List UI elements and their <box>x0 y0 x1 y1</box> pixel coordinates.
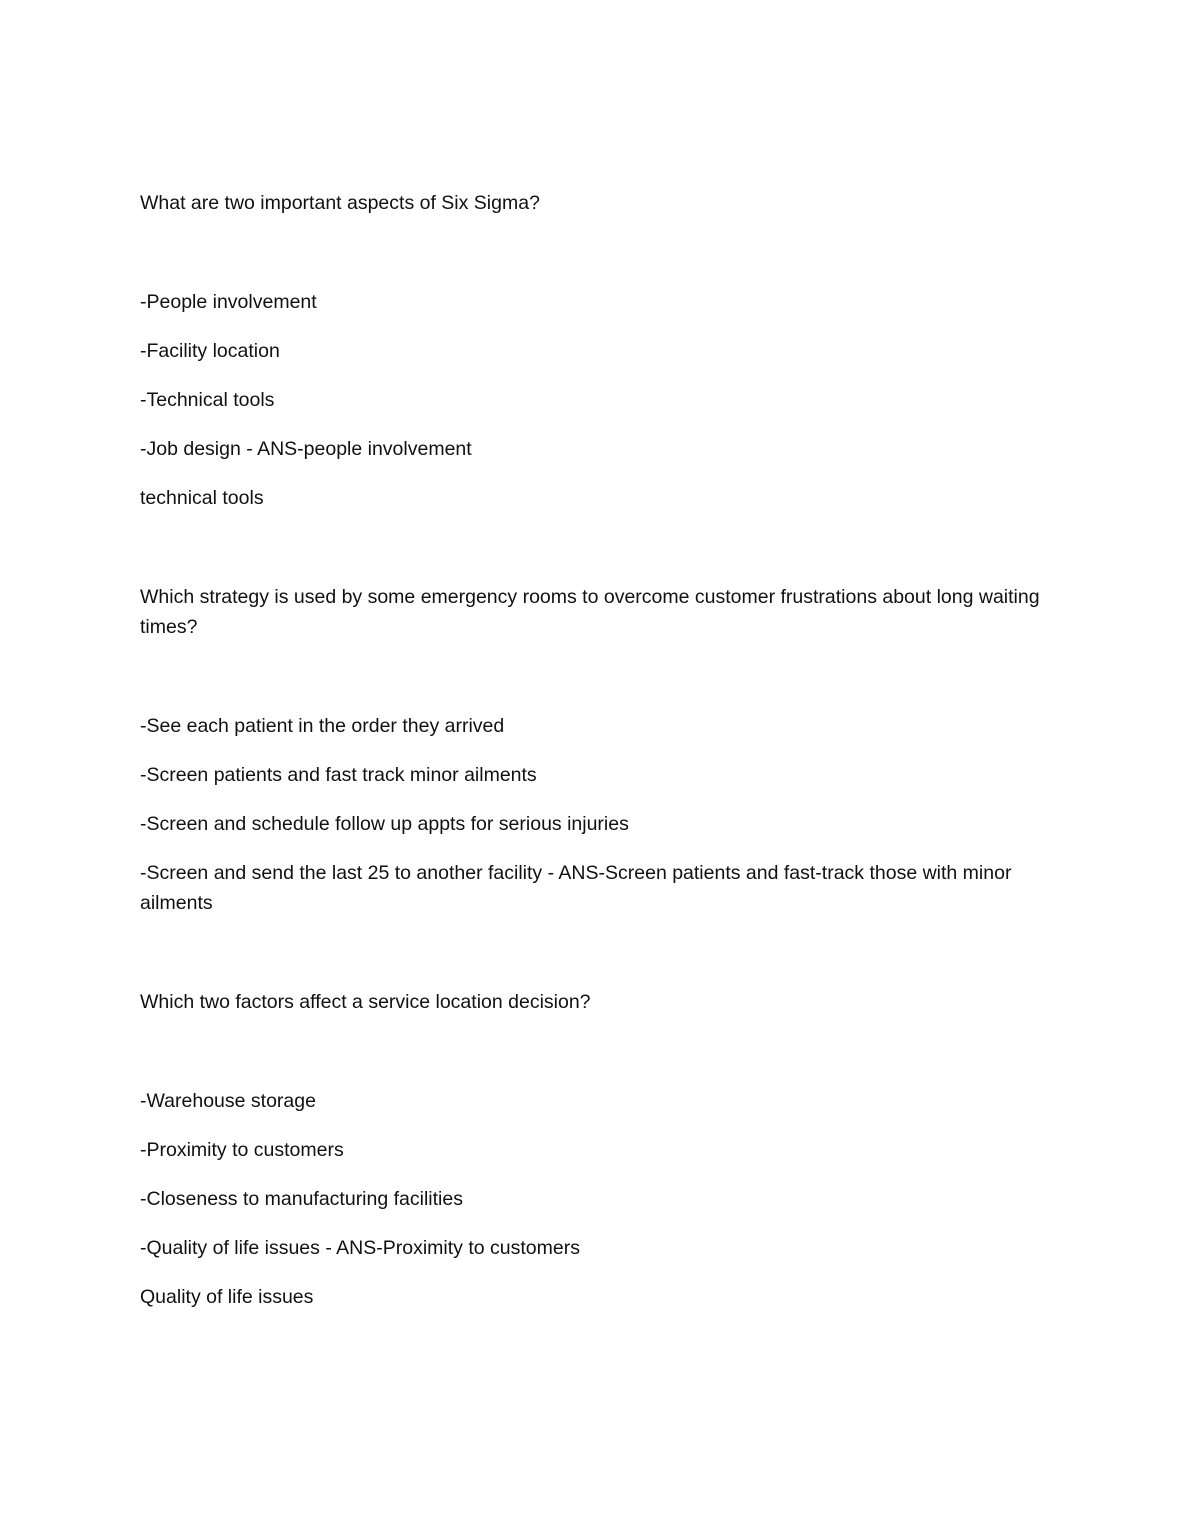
question-1-option-2: -Facility location <box>140 340 280 362</box>
question-3-text: Which two factors affect a service location decision? <box>140 991 591 1013</box>
question-1-option-3: -Technical tools <box>140 389 275 411</box>
question-3-option-4: -Quality of life issues - ANS-Proximity to customers <box>140 1237 580 1259</box>
question-2-option-3: -Screen and schedule follow up appts for serious injuries <box>140 813 629 835</box>
question-block-3 <box>140 987 1040 1312</box>
question-3-option-3: -Closeness to manufacturing facilities <box>140 1188 463 1210</box>
question-block-2 <box>140 582 1040 918</box>
question-2-option-2: -Screen patients and fast track minor ailments <box>140 764 537 786</box>
document-content <box>140 188 1040 1381</box>
question-1-option-1: -People involvement <box>140 291 317 313</box>
question-1-option-4: -Job design - ANS-people involvement <box>140 438 472 460</box>
question-2-option-4: -Screen and send the last 25 to another facility - ANS-Screen patients and fast-track those with minor ailments <box>140 862 1012 914</box>
question-3-option-2: -Proximity to customers <box>140 1139 344 1161</box>
question-1-answer-continuation: technical tools <box>140 487 264 509</box>
question-3-option-1: -Warehouse storage <box>140 1090 316 1112</box>
question-1-text: What are two important aspects of Six Sigma? <box>140 192 540 214</box>
question-2-text: Which strategy is used by some emergency rooms to overcome customer frustrations about long waiting times? <box>140 586 1040 638</box>
question-block-1 <box>140 188 1040 513</box>
question-2-option-1: -See each patient in the order they arrived <box>140 715 505 737</box>
question-3-answer-continuation: Quality of life issues <box>140 1286 314 1308</box>
